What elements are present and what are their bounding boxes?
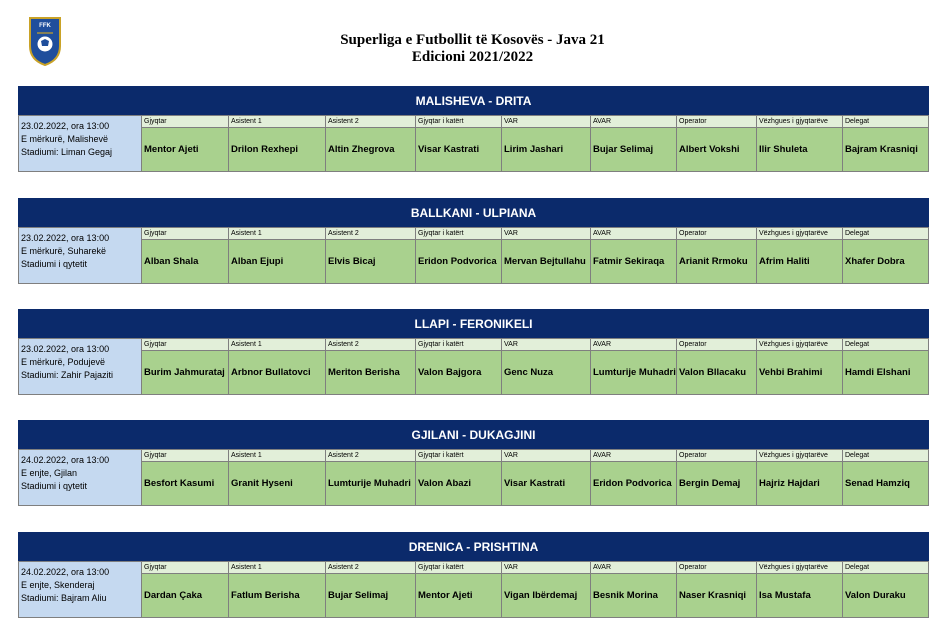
role-label: AVAR — [591, 115, 677, 128]
official-cell — [326, 227, 416, 284]
match-stadium: Stadiumi i qytetit — [21, 481, 88, 491]
match-stadium: Stadiumi: Zahir Pajaziti — [21, 370, 114, 380]
official-name: Isa Mustafa — [757, 574, 843, 618]
official-name: Visar Kastrati — [416, 128, 502, 172]
official-cell — [591, 227, 677, 284]
official-cell — [142, 338, 229, 395]
official-name: Lumturije Muhadri — [591, 351, 677, 395]
official-name: Hamdi Elshani — [843, 351, 929, 395]
official-name: Burim Jahmurataj — [142, 351, 229, 395]
match-day-place: E enjte, Skenderaj — [21, 580, 95, 590]
official-cell — [502, 227, 591, 284]
logo-text: FFK — [39, 23, 51, 29]
official-cell — [591, 338, 677, 395]
official-cell — [843, 115, 929, 172]
official-name: Drilon Rexhepi — [229, 128, 326, 172]
role-label: Operator — [677, 449, 757, 462]
role-label: AVAR — [591, 561, 677, 574]
official-cell — [416, 338, 502, 395]
official-name: Arianit Rrmoku — [677, 240, 757, 284]
role-label: Asistent 2 — [326, 449, 416, 462]
match-title: BALLKANI - ULPIANA — [18, 198, 929, 229]
official-cell — [757, 561, 843, 618]
official-cell — [502, 449, 591, 506]
role-label: Delegat — [843, 115, 929, 128]
official-name: Hajriz Hajdari — [757, 462, 843, 506]
role-label: AVAR — [591, 338, 677, 351]
match-block — [18, 198, 929, 285]
role-label: AVAR — [591, 449, 677, 462]
official-cell — [591, 561, 677, 618]
official-cell — [843, 449, 929, 506]
match-date: 24.02.2022, ora 13:00 — [21, 567, 110, 577]
role-label: Delegat — [843, 561, 929, 574]
title-line-1: Superliga e Futbollit të Kosovës - Java 21 — [340, 32, 605, 48]
match-info — [18, 338, 142, 395]
official-name: Mentor Ajeti — [142, 128, 229, 172]
match-block — [18, 309, 929, 396]
role-label: Vëzhgues i gjyqtarëve — [757, 115, 843, 128]
role-label: Gjyqtar i katërt — [416, 561, 502, 574]
official-cell — [757, 338, 843, 395]
official-name: Valon Bajgora — [416, 351, 502, 395]
role-label: Gjyqtar — [142, 449, 229, 462]
official-cell — [326, 115, 416, 172]
role-label: Asistent 1 — [229, 561, 326, 574]
official-name: Senad Hamziq — [843, 462, 929, 506]
match-stadium: Stadiumi: Liman Gegaj — [21, 147, 113, 157]
role-label: Asistent 2 — [326, 338, 416, 351]
title-line-2: Edicioni 2021/2022 — [411, 49, 534, 65]
role-label: VAR — [502, 561, 591, 574]
official-cell — [326, 561, 416, 618]
role-label: Asistent 1 — [229, 227, 326, 240]
role-label: Gjyqtar — [142, 115, 229, 128]
match-title: GJILANI - DUKAGJINI — [18, 420, 929, 451]
role-label: Operator — [677, 338, 757, 351]
match-title: MALISHEVA - DRITA — [18, 86, 929, 117]
role-label: VAR — [502, 115, 591, 128]
role-label: Asistent 2 — [326, 561, 416, 574]
role-label: Gjyqtar — [142, 561, 229, 574]
official-name: Vehbi Brahimi — [757, 351, 843, 395]
official-name: Bajram Krasniqi — [843, 128, 929, 172]
official-name: Vigan Ibërdemaj — [502, 574, 591, 618]
match-info — [18, 115, 142, 172]
official-name: Valon Bllacaku — [677, 351, 757, 395]
match-stadium: Stadiumi: Bajram Aliu — [21, 593, 107, 603]
role-label: Gjyqtar — [142, 227, 229, 240]
match-info — [18, 449, 142, 506]
official-cell — [677, 227, 757, 284]
role-label: Asistent 2 — [326, 227, 416, 240]
role-label: AVAR — [591, 227, 677, 240]
official-name: Valon Duraku — [843, 574, 929, 618]
official-name: Visar Kastrati — [502, 462, 591, 506]
official-name: Lirim Jashari — [502, 128, 591, 172]
official-cell — [326, 449, 416, 506]
official-cell — [502, 338, 591, 395]
official-cell — [142, 561, 229, 618]
official-cell — [677, 561, 757, 618]
match-block — [18, 420, 929, 507]
official-cell — [843, 227, 929, 284]
match-day-place: E enjte, Gjilan — [21, 468, 78, 478]
role-label: Asistent 1 — [229, 115, 326, 128]
official-cell — [757, 227, 843, 284]
match-day-place: E mërkurë, Podujevë — [21, 357, 106, 367]
official-cell — [677, 449, 757, 506]
official-name: Xhafer Dobra — [843, 240, 929, 284]
role-label: Delegat — [843, 449, 929, 462]
official-name: Ilir Shuleta — [757, 128, 843, 172]
official-cell — [142, 115, 229, 172]
official-cell — [591, 449, 677, 506]
role-label: Vëzhgues i gjyqtarëve — [757, 338, 843, 351]
official-name: Bujar Selimaj — [591, 128, 677, 172]
official-name: Mervan Bejtullahu — [502, 240, 591, 284]
role-label: Delegat — [843, 338, 929, 351]
official-name: Naser Krasniqi — [677, 574, 757, 618]
official-name: Albert Vokshi — [677, 128, 757, 172]
role-label: Gjyqtar i katërt — [416, 449, 502, 462]
official-name: Granit Hyseni — [229, 462, 326, 506]
official-name: Alban Shala — [142, 240, 229, 284]
official-cell — [757, 115, 843, 172]
role-label: Asistent 1 — [229, 338, 326, 351]
match-info — [18, 561, 142, 618]
match-date: 24.02.2022, ora 13:00 — [21, 455, 110, 465]
official-cell — [229, 227, 326, 284]
official-cell — [843, 338, 929, 395]
official-name: Mentor Ajeti — [416, 574, 502, 618]
role-label: Vëzhgues i gjyqtarëve — [757, 227, 843, 240]
role-label: Gjyqtar i katërt — [416, 115, 502, 128]
official-cell — [502, 561, 591, 618]
role-label: Gjyqtar i katërt — [416, 227, 502, 240]
role-label: Delegat — [843, 227, 929, 240]
official-cell — [677, 115, 757, 172]
official-cell — [416, 561, 502, 618]
official-cell — [142, 449, 229, 506]
official-name: Dardan Çaka — [142, 574, 229, 618]
role-label: Asistent 1 — [229, 449, 326, 462]
official-cell — [502, 115, 591, 172]
role-label: Vëzhgues i gjyqtarëve — [757, 449, 843, 462]
official-cell — [677, 338, 757, 395]
official-cell — [757, 449, 843, 506]
official-name: Arbnor Bullatovci — [229, 351, 326, 395]
official-cell — [591, 115, 677, 172]
role-label: Operator — [677, 115, 757, 128]
role-label: VAR — [502, 227, 591, 240]
role-label: VAR — [502, 449, 591, 462]
official-cell — [229, 115, 326, 172]
official-name: Lumturije Muhadri — [326, 462, 416, 506]
official-name: Elvis Bicaj — [326, 240, 416, 284]
match-date: 23.02.2022, ora 13:00 — [21, 344, 110, 354]
official-name: Fatmir Sekiraqa — [591, 240, 677, 284]
match-block — [18, 86, 929, 173]
page-title — [0, 32, 945, 66]
official-cell — [229, 449, 326, 506]
match-title: LLAPI - FERONIKELI — [18, 309, 929, 340]
official-name: Valon Abazi — [416, 462, 502, 506]
role-label: VAR — [502, 338, 591, 351]
official-name: Altin Zhegrova — [326, 128, 416, 172]
official-cell — [416, 227, 502, 284]
match-stadium: Stadiumi i qytetit — [21, 259, 88, 269]
role-label: Asistent 2 — [326, 115, 416, 128]
match-info — [18, 227, 142, 284]
official-cell — [843, 561, 929, 618]
official-name: Genc Nuza — [502, 351, 591, 395]
match-title: DRENICA - PRISHTINA — [18, 532, 929, 563]
match-date: 23.02.2022, ora 13:00 — [21, 233, 110, 243]
role-label: Gjyqtar i katërt — [416, 338, 502, 351]
match-day-place: E mërkurë, Suharekë — [21, 246, 107, 256]
official-cell — [326, 338, 416, 395]
role-label: Gjyqtar — [142, 338, 229, 351]
official-name: Fatlum Berisha — [229, 574, 326, 618]
official-name: Bergin Demaj — [677, 462, 757, 506]
official-name: Alban Ejupi — [229, 240, 326, 284]
role-label: Operator — [677, 227, 757, 240]
official-cell — [142, 227, 229, 284]
official-name: Besnik Morina — [591, 574, 677, 618]
match-day-place: E mërkurë, Malishevë — [21, 134, 109, 144]
official-name: Afrim Haliti — [757, 240, 843, 284]
official-name: Besfort Kasumi — [142, 462, 229, 506]
official-cell — [416, 449, 502, 506]
official-name: Eridon Podvorica — [416, 240, 502, 284]
match-block — [18, 532, 929, 619]
role-label: Vëzhgues i gjyqtarëve — [757, 561, 843, 574]
official-name: Meriton Berisha — [326, 351, 416, 395]
official-cell — [229, 338, 326, 395]
official-cell — [229, 561, 326, 618]
official-name: Bujar Selimaj — [326, 574, 416, 618]
role-label: Operator — [677, 561, 757, 574]
match-date: 23.02.2022, ora 13:00 — [21, 121, 110, 131]
official-cell — [416, 115, 502, 172]
official-name: Eridon Podvorica — [591, 462, 677, 506]
